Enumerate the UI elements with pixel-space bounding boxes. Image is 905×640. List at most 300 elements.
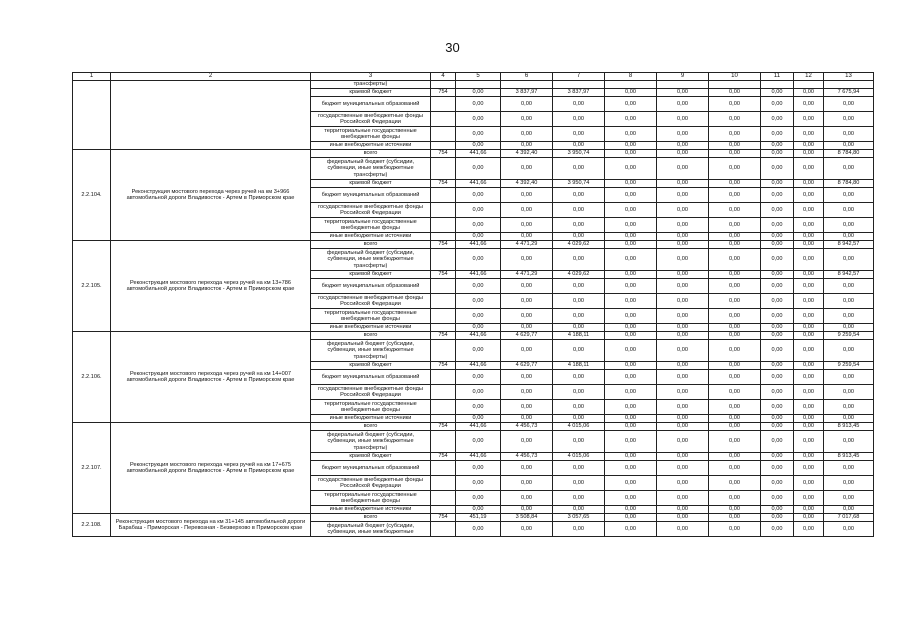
year-value: 0,00: [709, 491, 761, 506]
total-value: 8 942,57: [824, 271, 874, 279]
year-value: 4 629,77: [501, 332, 553, 340]
year-value: 0,00: [709, 180, 761, 188]
year-value: 0,00: [794, 218, 824, 233]
funding-source: краевой бюджет: [311, 271, 431, 279]
year-value: 0,00: [501, 249, 553, 271]
year-value: 0,00: [605, 218, 657, 233]
budget-code: 754: [431, 271, 456, 279]
year-value: [605, 81, 657, 89]
year-value: 0,00: [553, 340, 605, 362]
year-value: 0,00: [657, 218, 709, 233]
funding-source: краевой бюджет: [311, 453, 431, 461]
budget-code: [431, 431, 456, 453]
year-value: 0,00: [657, 522, 709, 537]
budget-code: 754: [431, 332, 456, 340]
year-value: 0,00: [553, 218, 605, 233]
year-value: 0,00: [761, 127, 794, 142]
year-value: 0,00: [794, 127, 824, 142]
budget-code: [431, 415, 456, 423]
year-value: 0,00: [501, 506, 553, 514]
year-value: 0,00: [501, 203, 553, 218]
header-cell: 10: [709, 73, 761, 81]
year-value: 0,00: [657, 249, 709, 271]
header-cell: 9: [657, 73, 709, 81]
year-value: 0,00: [709, 385, 761, 400]
year-value: 0,00: [709, 514, 761, 522]
year-value: 0,00: [605, 476, 657, 491]
funding-source: территориальные государственные внебюджетные фонды: [311, 309, 431, 324]
year-value: 0,00: [657, 127, 709, 142]
year-value: 0,00: [501, 294, 553, 309]
year-value: 0,00: [605, 150, 657, 158]
year-value: 0,00: [761, 97, 794, 112]
year-value: 0,00: [709, 158, 761, 180]
total-value: 0,00: [824, 97, 874, 112]
year-value: 0,00: [709, 294, 761, 309]
budget-code: [431, 127, 456, 142]
year-value: 0,00: [456, 142, 501, 150]
year-value: 0,00: [761, 400, 794, 415]
total-value: 0,00: [824, 203, 874, 218]
year-value: 0,00: [553, 249, 605, 271]
year-value: 0,00: [709, 150, 761, 158]
year-value: 0,00: [501, 461, 553, 476]
year-value: 0,00: [657, 150, 709, 158]
year-value: 0,00: [761, 150, 794, 158]
total-value: 0,00: [824, 385, 874, 400]
year-value: 0,00: [794, 279, 824, 294]
year-value: 0,00: [605, 249, 657, 271]
year-value: 3 837,97: [553, 89, 605, 97]
year-value: 3 837,97: [501, 89, 553, 97]
year-value: 0,00: [761, 362, 794, 370]
year-value: 0,00: [605, 431, 657, 453]
budget-code: [431, 324, 456, 332]
year-value: 0,00: [553, 415, 605, 423]
year-value: [657, 81, 709, 89]
item-code: 2.2.108.: [73, 514, 111, 537]
year-value: 0,00: [761, 218, 794, 233]
year-value: 0,00: [794, 332, 824, 340]
year-value: 0,00: [657, 423, 709, 431]
year-value: 0,00: [761, 332, 794, 340]
year-value: 0,00: [605, 203, 657, 218]
year-value: 0,00: [501, 340, 553, 362]
year-value: 0,00: [456, 491, 501, 506]
total-value: 7 675,94: [824, 89, 874, 97]
item-code: 2.2.104.: [73, 150, 111, 241]
year-value: 441,66: [456, 241, 501, 249]
year-value: 0,00: [657, 362, 709, 370]
funding-source: иные внебюджетные источники: [311, 415, 431, 423]
year-value: 0,00: [709, 431, 761, 453]
header-cell: 12: [794, 73, 824, 81]
year-value: 0,00: [553, 203, 605, 218]
year-value: 0,00: [553, 522, 605, 537]
year-value: 0,00: [794, 385, 824, 400]
table-row: [73, 332, 874, 340]
year-value: 0,00: [605, 89, 657, 97]
year-value: 0,00: [794, 203, 824, 218]
year-value: 0,00: [794, 423, 824, 431]
year-value: 0,00: [709, 127, 761, 142]
year-value: 0,00: [605, 453, 657, 461]
year-value: 0,00: [605, 324, 657, 332]
year-value: 0,00: [709, 324, 761, 332]
budget-code: [431, 81, 456, 89]
year-value: 4 456,73: [501, 453, 553, 461]
budget-code: [431, 491, 456, 506]
funding-source: государственные внебюджетные фонды Российской Федерации: [311, 203, 431, 218]
year-value: 0,00: [709, 340, 761, 362]
year-value: 0,00: [605, 180, 657, 188]
total-value: 0,00: [824, 294, 874, 309]
year-value: 0,00: [501, 309, 553, 324]
year-value: 0,00: [605, 271, 657, 279]
total-value: 0,00: [824, 461, 874, 476]
year-value: 0,00: [605, 294, 657, 309]
year-value: 0,00: [553, 370, 605, 385]
budget-code: [431, 309, 456, 324]
total-value: 8 913,45: [824, 423, 874, 431]
year-value: 0,00: [456, 415, 501, 423]
total-value: 0,00: [824, 279, 874, 294]
year-value: 0,00: [605, 97, 657, 112]
year-value: 0,00: [605, 127, 657, 142]
year-value: 0,00: [709, 233, 761, 241]
year-value: 0,00: [501, 522, 553, 537]
year-value: 441,66: [456, 180, 501, 188]
year-value: 0,00: [605, 491, 657, 506]
year-value: 0,00: [657, 461, 709, 476]
item-name: Реконструкция мостового перехода через ручей на км 3+966 автомобильной дороги Владивосток - Артем в Приморском крае: [111, 150, 311, 241]
year-value: 0,00: [761, 309, 794, 324]
year-value: 0,00: [657, 400, 709, 415]
total-value: 0,00: [824, 506, 874, 514]
year-value: 0,00: [553, 431, 605, 453]
year-value: 0,00: [605, 506, 657, 514]
funding-source: всего: [311, 150, 431, 158]
year-value: 0,00: [761, 522, 794, 537]
budget-code: [431, 476, 456, 491]
year-value: 0,00: [605, 362, 657, 370]
budget-code: [431, 97, 456, 112]
year-value: 0,00: [501, 233, 553, 241]
year-value: 0,00: [761, 180, 794, 188]
year-value: 0,00: [501, 158, 553, 180]
year-value: 0,00: [553, 400, 605, 415]
budget-code: [431, 385, 456, 400]
year-value: 441,66: [456, 332, 501, 340]
year-value: 4 471,29: [501, 271, 553, 279]
year-value: 0,00: [456, 158, 501, 180]
year-value: 0,00: [456, 309, 501, 324]
year-value: 0,00: [794, 362, 824, 370]
year-value: 0,00: [794, 431, 824, 453]
year-value: 0,00: [761, 158, 794, 180]
year-value: 0,00: [657, 506, 709, 514]
year-value: 4 029,62: [553, 241, 605, 249]
year-value: 0,00: [605, 461, 657, 476]
year-value: 0,00: [709, 461, 761, 476]
total-value: 0,00: [824, 400, 874, 415]
total-value: 8 784,80: [824, 180, 874, 188]
budget-code: [431, 218, 456, 233]
funding-source: территориальные государственные внебюджетные фонды: [311, 127, 431, 142]
year-value: 0,00: [657, 89, 709, 97]
year-value: 0,00: [553, 279, 605, 294]
year-value: 0,00: [456, 370, 501, 385]
year-value: 0,00: [657, 241, 709, 249]
total-value: 0,00: [824, 415, 874, 423]
year-value: 0,00: [501, 279, 553, 294]
year-value: 0,00: [794, 309, 824, 324]
year-value: 0,00: [553, 385, 605, 400]
year-value: 0,00: [501, 188, 553, 203]
year-value: 4 629,77: [501, 362, 553, 370]
year-value: 0,00: [761, 324, 794, 332]
year-value: 0,00: [456, 324, 501, 332]
budget-code: [431, 188, 456, 203]
year-value: 0,00: [794, 476, 824, 491]
year-value: 0,00: [657, 491, 709, 506]
year-value: 0,00: [761, 431, 794, 453]
year-value: 0,00: [761, 476, 794, 491]
funding-source: федеральный бюджет (субсидии, субвенции, иные межбюджетные трансферты): [311, 158, 431, 180]
budget-code: [431, 340, 456, 362]
year-value: 0,00: [657, 112, 709, 127]
year-value: 0,00: [657, 309, 709, 324]
year-value: 0,00: [761, 423, 794, 431]
year-value: 0,00: [553, 506, 605, 514]
year-value: 0,00: [553, 188, 605, 203]
year-value: 4 471,29: [501, 241, 553, 249]
table-row: [73, 241, 874, 249]
year-value: 0,00: [553, 142, 605, 150]
budget-code: [431, 461, 456, 476]
year-value: 0,00: [761, 279, 794, 294]
year-value: 0,00: [794, 400, 824, 415]
item-name: Реконструкция мостового перехода на км 31+145 автомобильной дороги Барабаш - Приморская - Перевозная - Безверхово в Приморском крае: [111, 514, 311, 537]
table-row: [73, 514, 874, 522]
year-value: 0,00: [605, 309, 657, 324]
funding-source: бюджет муниципальных образований: [311, 461, 431, 476]
budget-code: 754: [431, 150, 456, 158]
funding-source: иные внебюджетные источники: [311, 324, 431, 332]
year-value: 0,00: [605, 241, 657, 249]
year-value: 0,00: [709, 476, 761, 491]
year-value: 0,00: [709, 203, 761, 218]
year-value: 0,00: [761, 271, 794, 279]
year-value: 0,00: [456, 461, 501, 476]
total-value: 0,00: [824, 188, 874, 203]
year-value: 0,00: [794, 491, 824, 506]
year-value: 0,00: [605, 514, 657, 522]
funding-source: всего: [311, 241, 431, 249]
year-value: 0,00: [605, 423, 657, 431]
year-value: 0,00: [501, 142, 553, 150]
year-value: 0,00: [794, 324, 824, 332]
funding-source: федеральный бюджет (субсидии, субвенции, иные межбюджетные: [311, 522, 431, 537]
year-value: 0,00: [456, 294, 501, 309]
total-value: 0,00: [824, 431, 874, 453]
header-row: [73, 73, 874, 81]
year-value: 0,00: [709, 89, 761, 97]
year-value: 0,00: [657, 97, 709, 112]
year-value: 0,00: [761, 142, 794, 150]
funding-source: государственные внебюджетные фонды Российской Федерации: [311, 476, 431, 491]
funding-source: краевой бюджет: [311, 180, 431, 188]
funding-source: всего: [311, 423, 431, 431]
year-value: 0,00: [709, 97, 761, 112]
year-value: 0,00: [761, 294, 794, 309]
year-value: 0,00: [553, 491, 605, 506]
budget-code: [431, 279, 456, 294]
header-cell: 13: [824, 73, 874, 81]
year-value: 0,00: [501, 415, 553, 423]
header-cell: 1: [73, 73, 111, 81]
funding-source: бюджет муниципальных образований: [311, 97, 431, 112]
year-value: 0,00: [794, 271, 824, 279]
funding-source: краевой бюджет: [311, 89, 431, 97]
year-value: 0,00: [761, 370, 794, 385]
year-value: 0,00: [605, 142, 657, 150]
header-cell: 2: [111, 73, 311, 81]
year-value: 0,00: [657, 294, 709, 309]
year-value: 0,00: [456, 97, 501, 112]
funding-source: трансферты): [311, 81, 431, 89]
year-value: 4 456,73: [501, 423, 553, 431]
year-value: 0,00: [709, 400, 761, 415]
year-value: 0,00: [761, 385, 794, 400]
year-value: 0,00: [794, 340, 824, 362]
total-value: 0,00: [824, 476, 874, 491]
year-value: 0,00: [456, 431, 501, 453]
item-code: [73, 81, 111, 150]
year-value: 0,00: [709, 142, 761, 150]
total-value: 0,00: [824, 158, 874, 180]
year-value: 0,00: [761, 112, 794, 127]
year-value: 0,00: [657, 453, 709, 461]
year-value: 4 029,62: [553, 271, 605, 279]
year-value: 0,00: [553, 233, 605, 241]
year-value: 0,00: [553, 309, 605, 324]
year-value: 0,00: [456, 340, 501, 362]
year-value: 0,00: [761, 506, 794, 514]
year-value: 0,00: [794, 142, 824, 150]
year-value: 0,00: [794, 158, 824, 180]
year-value: 4 015,06: [553, 423, 605, 431]
year-value: [709, 81, 761, 89]
total-value: 7 017,68: [824, 514, 874, 522]
year-value: 0,00: [553, 294, 605, 309]
year-value: 0,00: [553, 97, 605, 112]
year-value: 0,00: [605, 370, 657, 385]
year-value: 0,00: [709, 279, 761, 294]
budget-code: [431, 294, 456, 309]
year-value: 0,00: [657, 279, 709, 294]
table-row: [73, 150, 874, 158]
total-value: 8 784,80: [824, 150, 874, 158]
year-value: 0,00: [456, 506, 501, 514]
budget-code: 754: [431, 453, 456, 461]
budget-code: 754: [431, 362, 456, 370]
year-value: 0,00: [553, 158, 605, 180]
year-value: 441,66: [456, 423, 501, 431]
header-cell: 11: [761, 73, 794, 81]
budget-code: [431, 506, 456, 514]
year-value: 0,00: [794, 415, 824, 423]
year-value: 0,00: [657, 158, 709, 180]
year-value: 0,00: [501, 491, 553, 506]
item-name: Реконструкция мостового перехода через ручей на км 17+675 автомобильной дороги Владивосток - Артем в Приморском крае: [111, 423, 311, 514]
total-value: [824, 81, 874, 89]
year-value: 0,00: [456, 188, 501, 203]
year-value: 0,00: [794, 453, 824, 461]
year-value: 0,00: [501, 370, 553, 385]
budget-code: 754: [431, 241, 456, 249]
funding-source: федеральный бюджет (субсидии, субвенции, иные межбюджетные трансферты): [311, 249, 431, 271]
page-number: 30: [445, 40, 460, 55]
budget-code: [431, 249, 456, 271]
year-value: 0,00: [709, 453, 761, 461]
total-value: 0,00: [824, 370, 874, 385]
total-value: 8 913,45: [824, 453, 874, 461]
year-value: 0,00: [456, 89, 501, 97]
year-value: 0,00: [709, 506, 761, 514]
year-value: 0,00: [501, 385, 553, 400]
year-value: 0,00: [456, 203, 501, 218]
total-value: 0,00: [824, 324, 874, 332]
year-value: [553, 81, 605, 89]
year-value: 0,00: [709, 370, 761, 385]
budget-table: [72, 72, 874, 537]
year-value: 0,00: [657, 340, 709, 362]
year-value: 0,00: [709, 332, 761, 340]
budget-code: [431, 400, 456, 415]
year-value: 0,00: [794, 97, 824, 112]
year-value: 0,00: [605, 400, 657, 415]
funding-source: бюджет муниципальных образований: [311, 188, 431, 203]
year-value: 0,00: [761, 491, 794, 506]
year-value: 0,00: [761, 89, 794, 97]
year-value: 0,00: [761, 340, 794, 362]
year-value: 441,66: [456, 271, 501, 279]
total-value: 9 259,54: [824, 332, 874, 340]
year-value: 0,00: [761, 188, 794, 203]
year-value: 0,00: [709, 112, 761, 127]
year-value: 0,00: [501, 324, 553, 332]
total-value: 0,00: [824, 309, 874, 324]
budget-code: 754: [431, 423, 456, 431]
year-value: 0,00: [456, 218, 501, 233]
budget-code: [431, 142, 456, 150]
year-value: 0,00: [794, 514, 824, 522]
year-value: 0,00: [553, 324, 605, 332]
year-value: [501, 81, 553, 89]
year-value: 0,00: [657, 203, 709, 218]
year-value: 0,00: [553, 112, 605, 127]
year-value: 0,00: [709, 423, 761, 431]
year-value: 0,00: [761, 203, 794, 218]
year-value: 0,00: [456, 522, 501, 537]
funding-source: иные внебюджетные источники: [311, 142, 431, 150]
year-value: 0,00: [794, 249, 824, 271]
year-value: 0,00: [657, 142, 709, 150]
budget-table-wrap: [72, 72, 874, 537]
year-value: 0,00: [456, 279, 501, 294]
year-value: 0,00: [794, 112, 824, 127]
